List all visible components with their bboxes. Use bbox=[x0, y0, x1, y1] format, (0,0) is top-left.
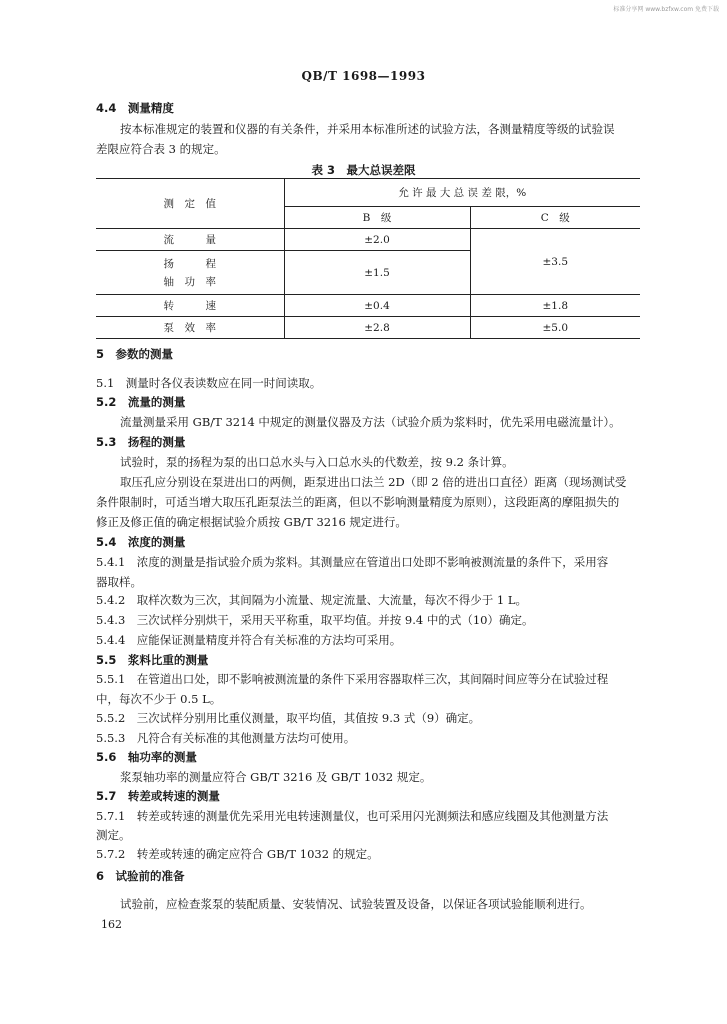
section-5-2-title: 5.2 流量的测量 bbox=[96, 395, 186, 409]
row-head-power-label bbox=[96, 251, 284, 295]
page-number: 162 bbox=[101, 918, 122, 931]
row-flow-label: 流 量 bbox=[96, 229, 284, 251]
section-5-2-para: 流量测量采用 GB/T 3214 中规定的测量仪器及方法（试验介质为浆料时，优先采用电磁流量计）。 bbox=[120, 415, 621, 429]
section-5-5-1-line-1: 5.5.1 在管道出口处，即不影响被测流量的条件下采用容器取样三次，其间隔时间应等分在试验过程 bbox=[96, 672, 609, 686]
table-head-allowed: 允 许 最 大 总 误 差 限，% bbox=[284, 179, 640, 207]
cell-efficiency-b: ±2.8 bbox=[284, 317, 470, 339]
row-head-label: 扬 程 bbox=[163, 257, 216, 270]
section-5-line-1: 5.1 测量时各仪表读数应在同一时间读取。 bbox=[96, 376, 322, 390]
section-5-3-para-1: 试验时，泵的扬程为泵的出口总水头与入口总水头的代数差，按 9.2 条计算。 bbox=[120, 455, 514, 469]
section-5-5-2: 5.5.2 三次试样分别用比重仪测量，取平均值，其值按 9.3 式（9）确定。 bbox=[96, 711, 481, 725]
section-6-para: 试验前，应检查浆泵的装配质量、安装情况、试验装置及设备，以保证各项试验能顺利进行。 bbox=[120, 897, 592, 911]
section-4-4-para-line-2: 差限应符合表 3 的规定。 bbox=[96, 142, 226, 156]
section-5-4-4: 5.4.4 应能保证测量精度并符合有关标准的方法均可采用。 bbox=[96, 633, 402, 647]
table-head-measured: 测 定 值 bbox=[96, 179, 284, 229]
section-5-3-para-2-line-1: 取压孔应分别设在泵进出口的两侧，距泵进出口法兰 2D（即 2 倍的进出口直径）距离（现场测试受 bbox=[120, 475, 627, 489]
section-6-title: 6 试验前的准备 bbox=[96, 869, 185, 883]
row-efficiency-label: 泵 效 率 bbox=[96, 317, 284, 339]
cell-flow-head-power-c: ±3.5 bbox=[470, 229, 640, 295]
section-5-4-1-line-2: 器取样。 bbox=[96, 575, 142, 589]
section-5-5-3: 5.5.3 凡符合有关标准的其他测量方法均可使用。 bbox=[96, 731, 356, 745]
cell-speed-c: ±1.8 bbox=[470, 295, 640, 317]
cell-flow-b: ±2.0 bbox=[284, 229, 470, 251]
section-5-5-title: 5.5 浆料比重的测量 bbox=[96, 653, 209, 667]
section-5-6-title: 5.6 轴功率的测量 bbox=[96, 750, 197, 764]
table-head-b: B 级 bbox=[284, 207, 470, 229]
section-5-3-para-2-line-2: 条件限制时，可适当增大取压孔距泵法兰的距离，但以不影响测量精度为原则），这段距离的摩阻损失的 bbox=[96, 495, 620, 509]
section-5-5-1-line-2: 中，每次不少于 0.5 L。 bbox=[96, 692, 222, 706]
section-5-4-1-line-1: 5.4.1 浓度的测量是指试验介质为浆料。其测量应在管道出口处即不影响被测流量的条件下，采用容 bbox=[96, 555, 609, 569]
section-5-7-2: 5.7.2 转差或转速的确定应符合 GB/T 1032 的规定。 bbox=[96, 847, 379, 861]
table-3 bbox=[96, 178, 640, 339]
section-5-7-1-line-1: 5.7.1 转差或转速的测量优先采用光电转速测量仪，也可采用闪光测频法和感应线圈及其他测量方法 bbox=[96, 809, 609, 823]
cell-efficiency-c: ±5.0 bbox=[470, 317, 640, 339]
section-5-4-title: 5.4 浓度的测量 bbox=[96, 535, 186, 549]
section-5-4-3: 5.4.3 三次试样分别烘干，采用天平称重，取平均值。并按 9.4 中的式（10）确定。 bbox=[96, 613, 534, 627]
row-shaft-power-label: 轴 功 率 bbox=[163, 275, 216, 288]
cell-head-power-b: ±1.5 bbox=[284, 251, 470, 295]
table-3-caption: 表 3 最大总误差限 bbox=[311, 163, 416, 177]
row-speed-label: 转 速 bbox=[96, 295, 284, 317]
section-4-4-title: 4.4 测量精度 bbox=[96, 101, 174, 115]
section-5-3-title: 5.3 扬程的测量 bbox=[96, 435, 186, 449]
section-4-4-para-line-1: 按本标准规定的装置和仪器的有关条件，并采用本标准所述的试验方法，各测量精度等级的试验误 bbox=[120, 122, 615, 136]
section-5-3-para-2-line-3: 修正及修正值的确定根据试验介质按 GB/T 3216 规定进行。 bbox=[96, 515, 407, 529]
section-5-title: 5 参数的测量 bbox=[96, 347, 174, 361]
table-head-c: C 级 bbox=[470, 207, 640, 229]
running-header: QB/T 1698—1993 bbox=[301, 69, 426, 83]
watermark: 标准分享网 www.bzfxw.com 免费下载 bbox=[613, 6, 719, 13]
section-5-4-2: 5.4.2 取样次数为三次，其间隔为小流量、规定流量、大流量，每次不得少于 1 L。 bbox=[96, 593, 528, 607]
cell-speed-b: ±0.4 bbox=[284, 295, 470, 317]
section-5-7-title: 5.7 转差或转速的测量 bbox=[96, 789, 220, 803]
section-5-6-para: 浆泵轴功率的测量应符合 GB/T 3216 及 GB/T 1032 规定。 bbox=[120, 770, 432, 784]
section-5-7-1-line-2: 测定。 bbox=[96, 828, 131, 842]
